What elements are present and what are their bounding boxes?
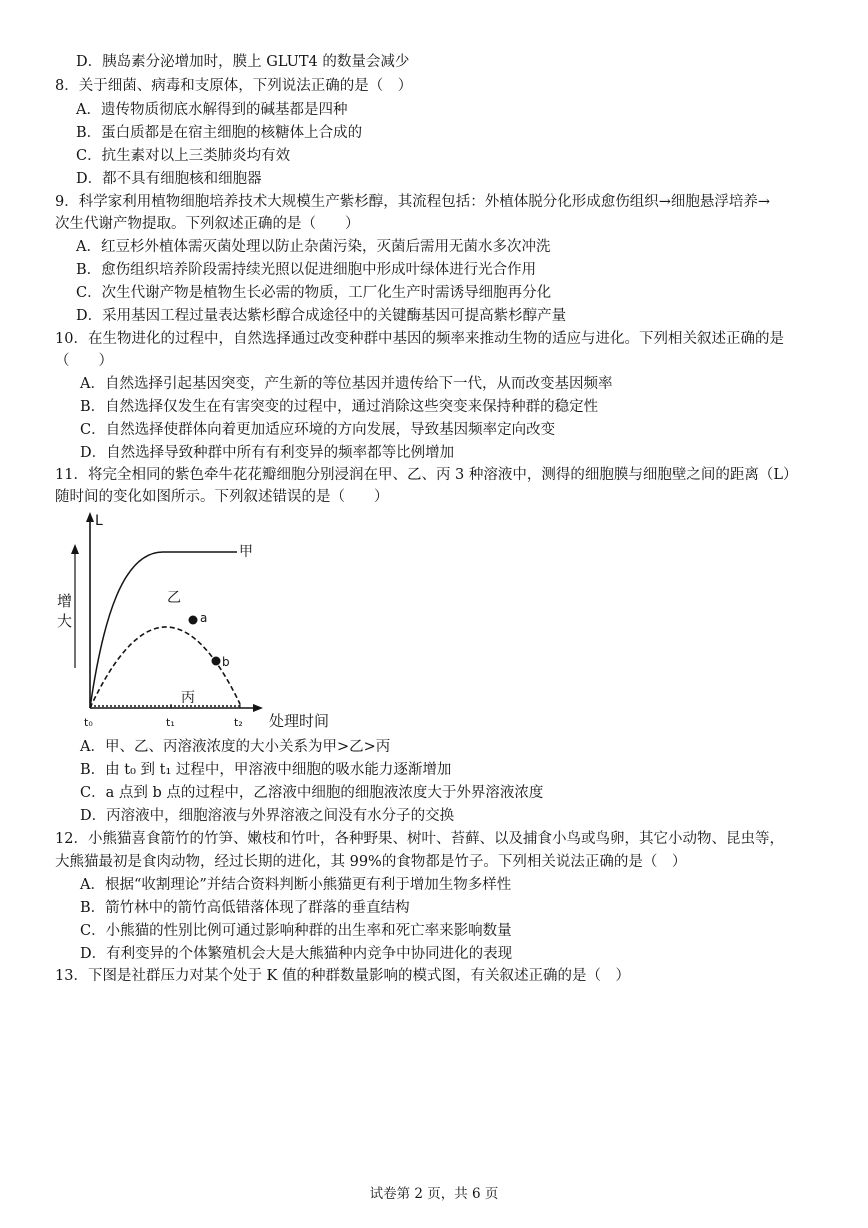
q11-option-b: B．由 t₀ 到 t₁ 过程中，甲溶液中细胞的吸水能力逐渐增加 bbox=[80, 762, 452, 778]
curve-bing-label: 丙 bbox=[181, 690, 195, 706]
tick-t0-label: t₀ bbox=[84, 716, 93, 729]
q8-stem: 8．关于细菌、病毒和支原体，下列说法正确的是（ ） bbox=[55, 78, 413, 94]
q10-option-c: C．自然选择使群体向着更加适应环境的方向发展，导致基因频率定向改变 bbox=[80, 422, 556, 438]
tick-t2-label: t₂ bbox=[234, 716, 243, 729]
q10-option-a: A．自然选择引起基因突变，产生新的等位基因并遗传给下一代，从而改变基因频率 bbox=[80, 376, 613, 392]
q9-stem-line2: 次生代谢产物提取。下列叙述正确的是（ ） bbox=[55, 216, 360, 232]
y-side-label-2: 大 bbox=[57, 612, 73, 630]
q7-option-d: D．胰岛素分泌增加时，膜上 GLUT4 的数量会减少 bbox=[76, 54, 410, 70]
q12-option-d: D．有利变异的个体繁殖机会大是大熊猫种内竞争中协同进化的表现 bbox=[80, 946, 513, 962]
q13-stem: 13．下图是社群压力对某个处于 K 值的种群数量影响的模式图，有关叙述正确的是（ ） bbox=[55, 968, 630, 984]
curve-jia bbox=[90, 552, 237, 708]
curve-yi bbox=[90, 627, 240, 708]
q9-option-c: C．次生代谢产物是植物生长必需的物质，工厂化生产时需诱导细胞再分化 bbox=[76, 285, 552, 301]
curve-jia-label: 甲 bbox=[239, 544, 253, 560]
q8-option-d: D．都不具有细胞核和细胞器 bbox=[76, 171, 262, 187]
tick-t1-label: t₁ bbox=[166, 716, 175, 729]
q8-option-b: B．蛋白质都是在宿主细胞的核糖体上合成的 bbox=[76, 125, 363, 141]
q8-option-c: C．抗生素对以上三类肺炎均有效 bbox=[76, 148, 291, 164]
q12-option-b: B．箭竹林中的箭竹高低错落体现了群落的垂直结构 bbox=[80, 900, 410, 916]
q10-option-d: D．自然选择导致种群中所有有利变异的频率都等比例增加 bbox=[80, 445, 455, 461]
q11-option-d: D．丙溶液中，细胞溶液与外界溶液之间没有水分子的交换 bbox=[80, 808, 455, 824]
q9-option-d: D．采用基因工程过量表达紫杉醇合成途径中的关键酶基因可提高紫杉醇产量 bbox=[76, 308, 567, 324]
q11-stem-line1: 11．将完全相同的紫色牵牛花花瓣细胞分别浸润在甲、乙、丙 3 种溶液中，测得的细胞膜与细胞壁之间的距离（L） bbox=[55, 467, 798, 483]
q10-option-b: B．自然选择仅发生在有害突变的过程中，通过消除这些突变来保持种群的稳定性 bbox=[80, 399, 599, 415]
x-axis-label: 处理时间 bbox=[269, 712, 330, 730]
curve-yi-label: 乙 bbox=[167, 590, 181, 606]
q11-graph bbox=[55, 508, 355, 738]
q11-option-c: C．a 点到 b 点的过程中，乙溶液中细胞的细胞液浓度大于外界溶液浓度 bbox=[80, 785, 544, 801]
q10-stem-line2: （ ） bbox=[55, 353, 113, 369]
q11-option-a: A．甲、乙、丙溶液浓度的大小关系为甲>乙>丙 bbox=[80, 739, 391, 755]
y-axis-label: L bbox=[95, 513, 103, 529]
point-b-label: b bbox=[222, 655, 230, 669]
y-axis-arrow bbox=[86, 512, 94, 522]
page-footer: 试卷第 2 页，共 6 页 bbox=[369, 1186, 499, 1202]
point-b bbox=[212, 657, 221, 666]
x-axis-arrow bbox=[253, 704, 263, 712]
increase-arrow-head bbox=[71, 544, 79, 554]
q12-stem-line2: 大熊猫最初是食肉动物，经过长期的进化，其 99%的食物都是竹子。下列相关说法正确的是（ ） bbox=[55, 854, 687, 870]
q9-option-b: B．愈伤组织培养阶段需持续光照以促进细胞中形成叶绿体进行光合作用 bbox=[76, 262, 537, 278]
point-a-label: a bbox=[200, 611, 208, 625]
q12-option-a: A．根据“收割理论”并结合资料判断小熊猫更有利于增加生物多样性 bbox=[80, 877, 512, 893]
y-side-label-1: 增 bbox=[57, 592, 73, 610]
point-a bbox=[189, 616, 198, 625]
q8-option-a: A．遗传物质彻底水解得到的碱基都是四种 bbox=[76, 102, 348, 118]
q10-stem-line1: 10．在生物进化的过程中，自然选择通过改变种群中基因的频率来推动生物的适应与进化。下列相关叙述正确的是 bbox=[55, 331, 784, 347]
q9-option-a: A．红豆杉外植体需灭菌处理以防止杂菌污染，灭菌后需用无菌水多次冲洗 bbox=[76, 239, 551, 255]
q11-stem-line2: 随时间的变化如图所示。下列叙述错误的是（ ） bbox=[55, 489, 389, 505]
q9-stem-line1: 9．科学家利用植物细胞培养技术大规模生产紫杉醇，其流程包括：外植体脱分化形成愈伤组织→细胞悬浮培养→ bbox=[55, 194, 771, 210]
q12-stem-line1: 12．小熊猫喜食箭竹的竹笋、嫩枝和竹叶，各种野果、树叶、苔藓、以及捕食小鸟或鸟卵，其它小动物、昆虫等， bbox=[55, 831, 784, 847]
q12-option-c: C．小熊猫的性别比例可通过影响种群的出生率和死亡率来影响数量 bbox=[80, 923, 512, 939]
